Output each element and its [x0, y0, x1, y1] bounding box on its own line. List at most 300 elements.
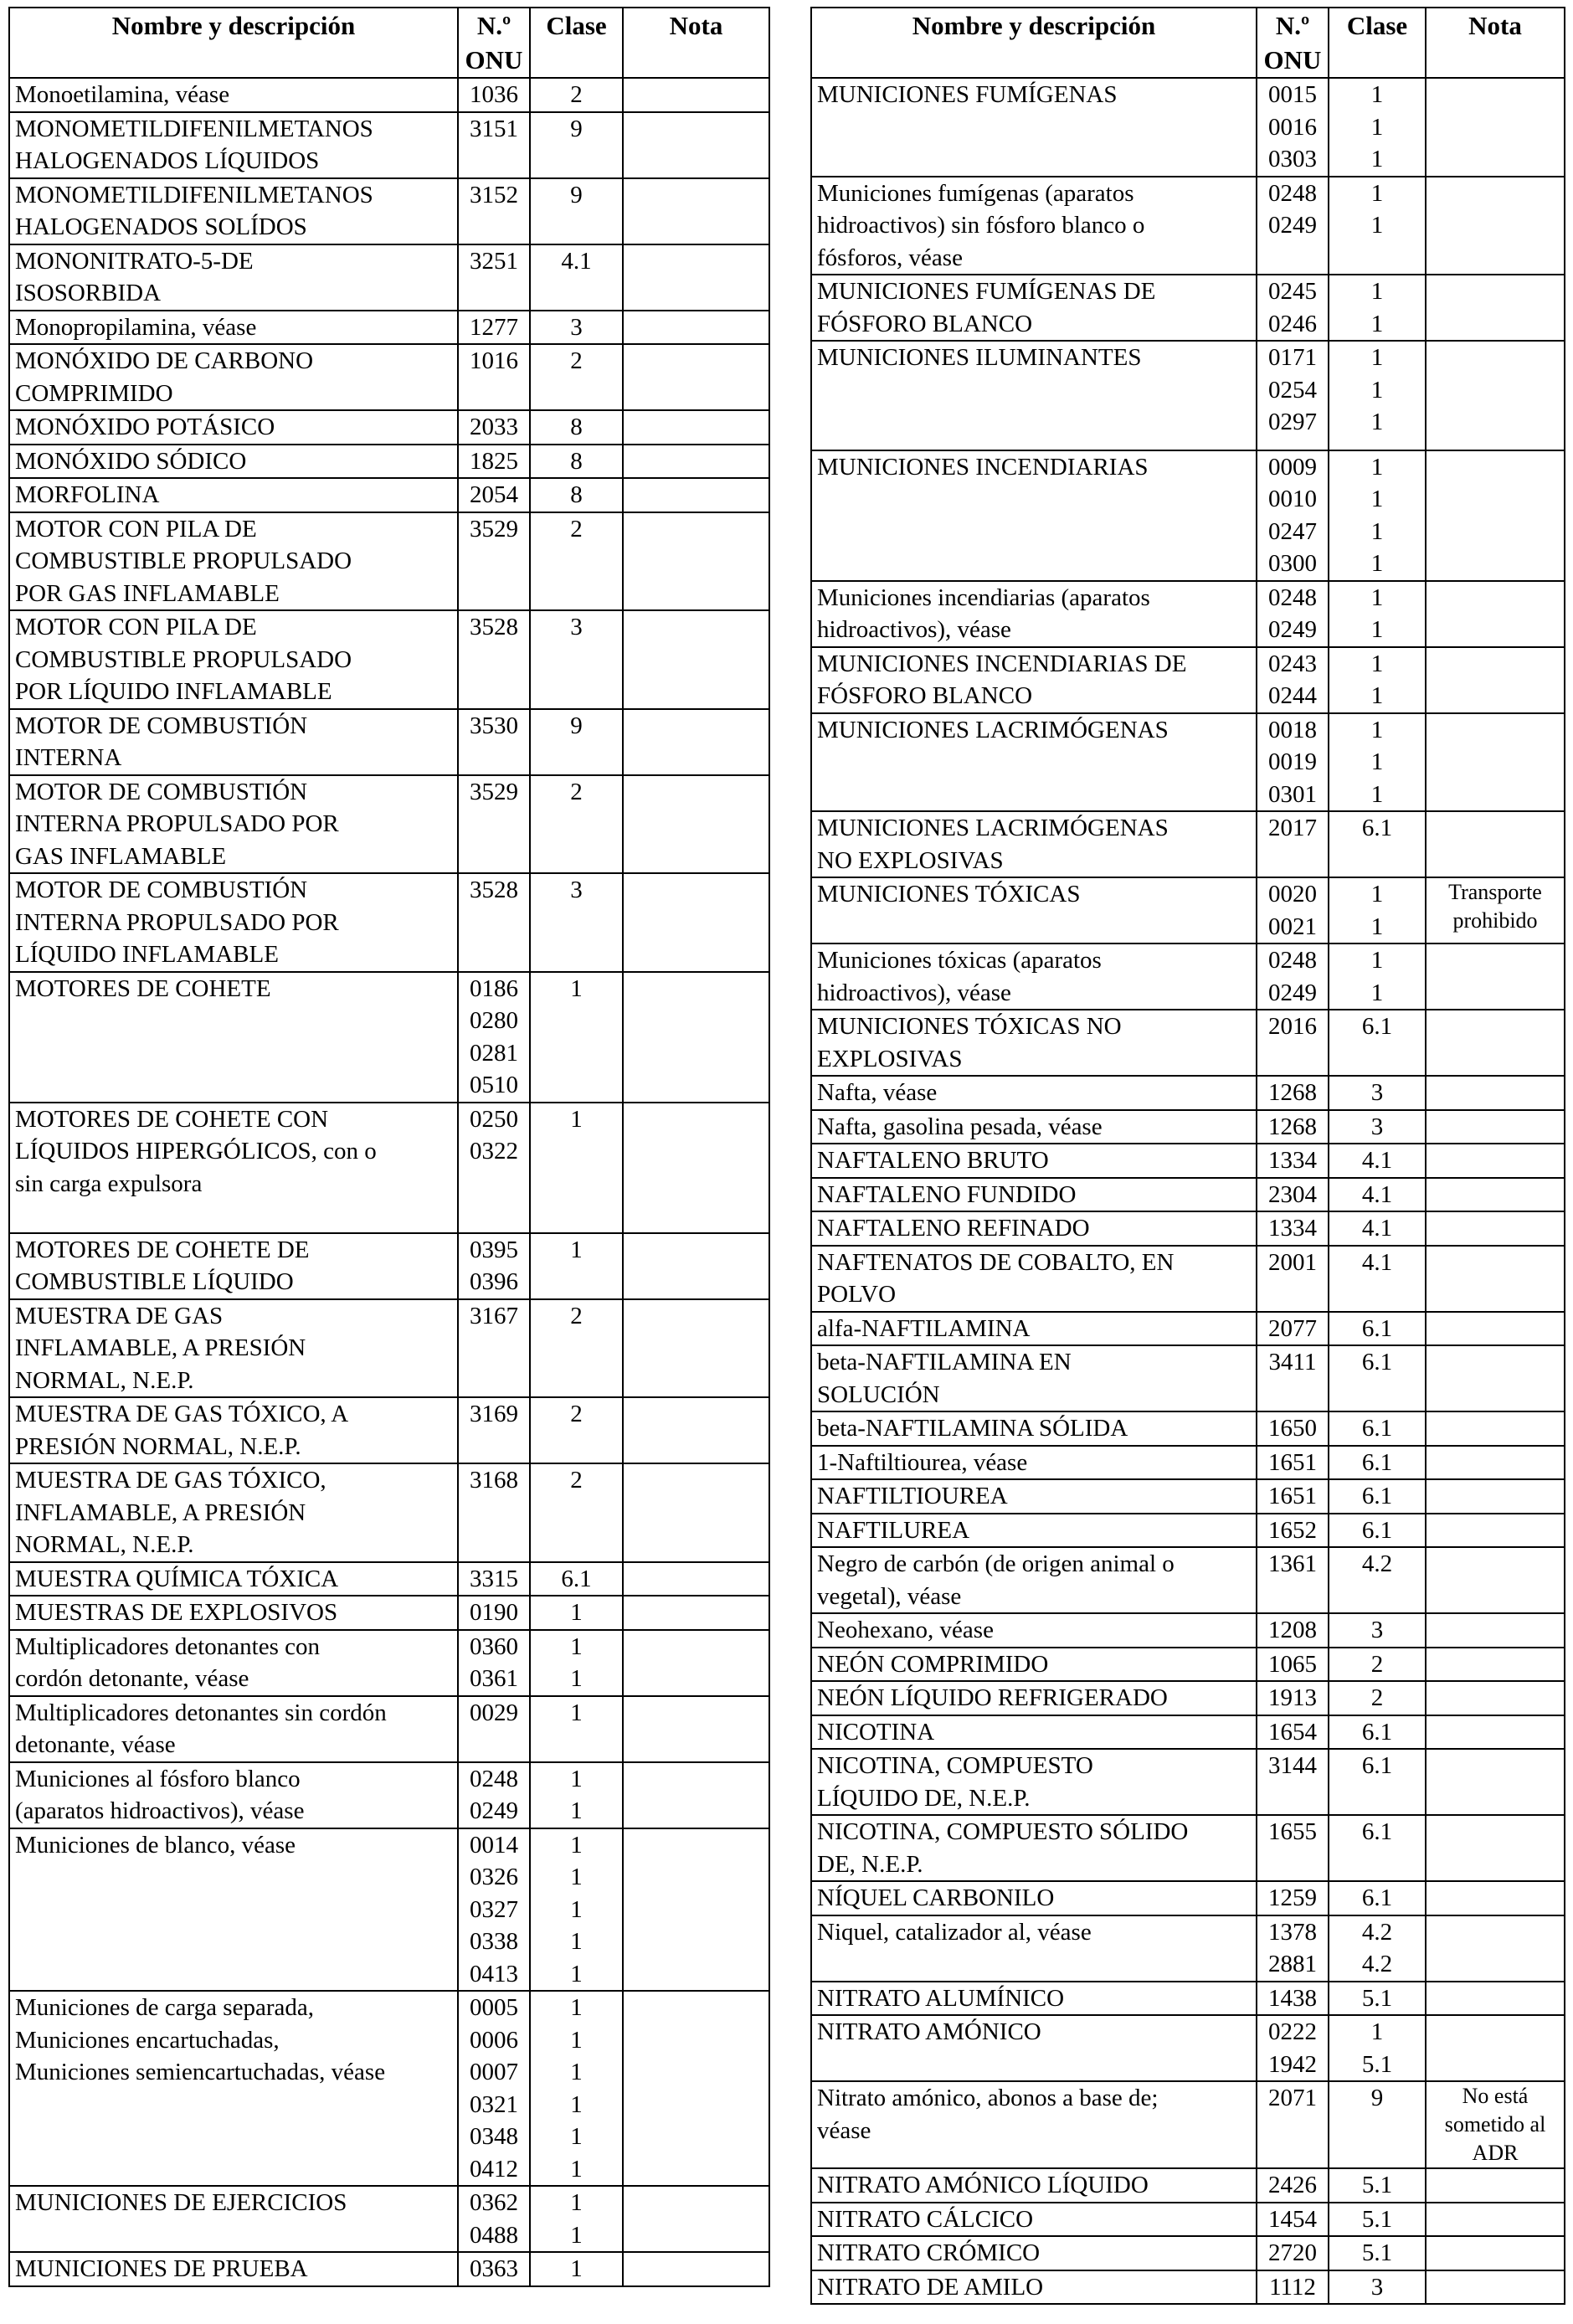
table-row [811, 877, 1565, 943]
cell-clase: 1 [530, 1696, 623, 1762]
table-row [9, 244, 769, 311]
table-row [811, 811, 1565, 877]
cell-clase: 9 [530, 112, 623, 178]
cell-onu: 2426 [1257, 2168, 1329, 2203]
cell-onu: 2054 [458, 478, 530, 512]
cell-name: NÍQUEL CARBONILO [811, 1881, 1257, 1915]
cell-name: NICOTINA [811, 1715, 1257, 1750]
cell-clase: 6.1 [1329, 811, 1426, 877]
cell-onu: 1651 [1257, 1446, 1329, 1480]
cell-clase: 8 [530, 478, 623, 512]
cell-nota [623, 775, 769, 874]
cell-clase: 5.1 [1329, 1982, 1426, 2016]
cell-name: NEÓN LÍQUIDO REFRIGERADO [811, 1681, 1257, 1715]
cell-name: Neohexano, véase [811, 1613, 1257, 1648]
cell-name: Nafta, véase [811, 1076, 1257, 1110]
cell-name: Municiones de carga separada, Municiones encartuchadas, Municiones semiencartuchadas, véase [9, 1991, 458, 2186]
table-row [9, 1103, 769, 1233]
cell-onu: 3529 [458, 512, 530, 611]
cell-nota [623, 1233, 769, 1299]
table-row [811, 1681, 1565, 1715]
cell-nota [623, 972, 769, 1103]
right-table [810, 7, 1565, 2305]
cell-onu: 1650 [1257, 1411, 1329, 1446]
cell-onu: 1016 [458, 344, 530, 410]
cell-onu: 0248 0249 [458, 1762, 530, 1828]
cell-clase: 2 [530, 1463, 623, 1562]
cell-nota [1426, 943, 1565, 1010]
cell-name: MUNICIONES INCENDIARIAS DE FÓSFORO BLANCO [811, 647, 1257, 713]
cell-nota [1426, 1246, 1565, 1312]
table-row [811, 1547, 1565, 1613]
cell-name: MOTOR DE COMBUSTIÓN INTERNA [9, 709, 458, 775]
cell-onu: 0186 0280 0281 0510 [458, 972, 530, 1103]
table-row [811, 1715, 1565, 1750]
cell-clase: 4.2 [1329, 1547, 1426, 1613]
cell-name: NITRATO AMÓNICO LÍQUIDO [811, 2168, 1257, 2203]
cell-onu: 1112 [1257, 2270, 1329, 2305]
cell-nota [623, 1991, 769, 2186]
cell-clase: 1 [530, 972, 623, 1103]
table-row [9, 1762, 769, 1828]
cell-name: Negro de carbón (de origen animal o vegetal), véase [811, 1547, 1257, 1613]
table-row [811, 1982, 1565, 2016]
cell-onu: 0245 0246 [1257, 275, 1329, 341]
cell-onu: 0222 1942 [1257, 2015, 1329, 2081]
table-row [811, 2015, 1565, 2081]
table-row [811, 1144, 1565, 1178]
col-header-onu: N.º ONU [1257, 8, 1329, 78]
cell-onu: 1208 [1257, 1613, 1329, 1648]
cell-name: Nafta, gasolina pesada, véase [811, 1110, 1257, 1144]
cell-nota [1426, 581, 1565, 647]
table-row [811, 2203, 1565, 2237]
table-row [9, 1596, 769, 1630]
cell-nota [1426, 1982, 1565, 2016]
cell-name: NAFTALENO FUNDIDO [811, 1178, 1257, 1212]
table-row [811, 581, 1565, 647]
cell-nota [1426, 2015, 1565, 2081]
cell-nota [623, 1562, 769, 1596]
cell-clase: 1 1 [1329, 943, 1426, 1010]
cell-onu: 0018 0019 0301 [1257, 713, 1329, 812]
cell-clase: 1 1 1 [1329, 713, 1426, 812]
cell-name: beta-NAFTILAMINA SÓLIDA [811, 1411, 1257, 1446]
cell-clase: 6.1 [1329, 1881, 1426, 1915]
cell-nota [1426, 450, 1565, 581]
cell-nota [623, 1463, 769, 1562]
table-row [811, 1110, 1565, 1144]
table-row [9, 2252, 769, 2286]
cell-clase: 2 [530, 344, 623, 410]
table-row [811, 1648, 1565, 1682]
cell-nota [1426, 1681, 1565, 1715]
cell-clase: 4.2 4.2 [1329, 1915, 1426, 1982]
cell-nota [1426, 1715, 1565, 1750]
cell-nota [1426, 78, 1565, 177]
cell-onu: 0020 0021 [1257, 877, 1329, 943]
cell-clase: 1 1 1 [1329, 341, 1426, 450]
cell-clase: 8 [530, 445, 623, 479]
table-row [9, 1299, 769, 1398]
cell-name: MUESTRA DE GAS TÓXICO, INFLAMABLE, A PRESIÓN NORMAL, N.E.P. [9, 1463, 458, 1562]
cell-name: Multiplicadores detonantes sin cordón detonante, véase [9, 1696, 458, 1762]
cell-onu: 1454 [1257, 2203, 1329, 2237]
table-row [811, 450, 1565, 581]
table-row [811, 1246, 1565, 1312]
cell-onu: 2001 [1257, 1246, 1329, 1312]
cell-name: NAFTILTIOUREA [811, 1479, 1257, 1514]
table-row [9, 1463, 769, 1562]
table-row [9, 1828, 769, 1992]
cell-name: MORFOLINA [9, 478, 458, 512]
cell-name: MOTOR CON PILA DE COMBUSTIBLE PROPULSADO POR GAS INFLAMABLE [9, 512, 458, 611]
cell-clase: 1 1 1 1 [1329, 450, 1426, 581]
cell-clase: 2 [530, 512, 623, 611]
cell-clase: 2 [530, 775, 623, 874]
table-row [811, 1479, 1565, 1514]
table-row [811, 1749, 1565, 1815]
cell-onu: 1268 [1257, 1076, 1329, 1110]
cell-nota [1426, 1881, 1565, 1915]
cell-nota [623, 410, 769, 445]
cell-name: Municiones incendiarias (aparatos hidroactivos), véase [811, 581, 1257, 647]
cell-clase: 1 1 [1329, 877, 1426, 943]
cell-nota [1426, 811, 1565, 877]
table-row [811, 1613, 1565, 1648]
cell-nota [1426, 1514, 1565, 1548]
cell-clase: 1 1 1 [1329, 78, 1426, 177]
cell-clase: 6.1 [1329, 1411, 1426, 1446]
cell-name: MOTORES DE COHETE CON LÍQUIDOS HIPERGÓLICOS, con o sin carga expulsora [9, 1103, 458, 1233]
cell-nota [623, 2186, 769, 2252]
cell-clase: 2 [1329, 1648, 1426, 1682]
left-table-body [9, 78, 769, 2286]
cell-name: Multiplicadores detonantes con cordón detonante, véase [9, 1630, 458, 1696]
cell-onu: 1654 [1257, 1715, 1329, 1750]
cell-clase: 1 1 [1329, 275, 1426, 341]
cell-name: MONÓXIDO POTÁSICO [9, 410, 458, 445]
table-row [811, 1411, 1565, 1446]
cell-onu: 1438 [1257, 1982, 1329, 2016]
cell-clase: 6.1 [1329, 1010, 1426, 1076]
cell-nota [1426, 2270, 1565, 2305]
cell-clase: 6.1 [1329, 1815, 1426, 1881]
cell-clase: 3 [1329, 1110, 1426, 1144]
cell-name: NAFTENATOS DE COBALTO, EN POLVO [811, 1246, 1257, 1312]
cell-nota [623, 1103, 769, 1233]
table-row [811, 1915, 1565, 1982]
table-row [811, 2236, 1565, 2270]
cell-name: Municiones fumígenas (aparatos hidroactivos) sin fósforo blanco o fósforos, véase [811, 177, 1257, 275]
cell-nota [1426, 1613, 1565, 1648]
cell-onu: 1036 [458, 78, 530, 112]
cell-name: MOTOR CON PILA DE COMBUSTIBLE PROPULSADO POR LÍQUIDO INFLAMABLE [9, 610, 458, 709]
cell-clase: 1 [530, 1233, 623, 1299]
cell-name: MONOMETILDIFENILMETANOS HALOGENADOS SOLÍDOS [9, 178, 458, 244]
cell-clase: 6.1 [1329, 1715, 1426, 1750]
cell-onu: 3144 [1257, 1749, 1329, 1815]
table-row [811, 1514, 1565, 1548]
cell-onu: 2033 [458, 410, 530, 445]
cell-clase: 1 5.1 [1329, 2015, 1426, 2081]
cell-name: Municiones al fósforo blanco (aparatos hidroactivos), véase [9, 1762, 458, 1828]
cell-onu: 0248 0249 [1257, 177, 1329, 275]
cell-name: NITRATO CÁLCICO [811, 2203, 1257, 2237]
table-row [811, 1010, 1565, 1076]
cell-name: Monopropilamina, véase [9, 311, 458, 345]
left-table-panel [8, 7, 769, 2287]
cell-onu: 0009 0010 0247 0300 [1257, 450, 1329, 581]
cell-onu: 1825 [458, 445, 530, 479]
cell-onu: 1277 [458, 311, 530, 345]
cell-name: MOTOR DE COMBUSTIÓN INTERNA PROPULSADO POR GAS INFLAMABLE [9, 775, 458, 874]
cell-onu: 3528 [458, 873, 530, 972]
cell-onu: 1065 [1257, 1648, 1329, 1682]
cell-name: beta-NAFTILAMINA EN SOLUCIÓN [811, 1345, 1257, 1411]
cell-nota [1426, 647, 1565, 713]
cell-nota [623, 244, 769, 311]
cell-nota [623, 78, 769, 112]
cell-clase: 1 1 [530, 1630, 623, 1696]
cell-nota [1426, 1446, 1565, 1480]
cell-name: MUNICIONES TÓXICAS NO EXPLOSIVAS [811, 1010, 1257, 1076]
cell-clase: 1 1 1 1 1 1 [530, 1991, 623, 2186]
cell-nota [1426, 1547, 1565, 1613]
cell-name: MUESTRA DE GAS INFLAMABLE, A PRESIÓN NORMAL, N.E.P. [9, 1299, 458, 1398]
cell-onu: 0243 0244 [1257, 647, 1329, 713]
table-row [9, 445, 769, 479]
cell-clase: 9 [530, 709, 623, 775]
cell-onu: 0362 0488 [458, 2186, 530, 2252]
table-row [811, 2168, 1565, 2203]
table-row [9, 410, 769, 445]
cell-nota [1426, 713, 1565, 812]
table-row [9, 1233, 769, 1299]
table-row [9, 1696, 769, 1762]
right-table-panel [810, 7, 1564, 2305]
cell-onu: 0248 0249 [1257, 581, 1329, 647]
cell-onu: 3411 [1257, 1345, 1329, 1411]
cell-onu: 3528 [458, 610, 530, 709]
table-row [811, 1815, 1565, 1881]
table-row [9, 344, 769, 410]
cell-nota [1426, 177, 1565, 275]
cell-nota: Transporte prohibido [1426, 877, 1565, 943]
cell-clase: 3 [1329, 2270, 1426, 2305]
col-header-onu: N.º ONU [458, 8, 530, 78]
cell-clase: 6.1 [1329, 1446, 1426, 1480]
cell-clase: 6.1 [1329, 1345, 1426, 1411]
table-row [811, 1211, 1565, 1246]
table-row [9, 2186, 769, 2252]
cell-onu: 1268 [1257, 1110, 1329, 1144]
cell-name: NAFTALENO REFINADO [811, 1211, 1257, 1246]
col-header-name: Nombre y descripción [811, 8, 1257, 78]
cell-clase: 1 [530, 2252, 623, 2286]
cell-name: MUNICIONES ILUMINANTES [811, 341, 1257, 450]
cell-onu: 0248 0249 [1257, 943, 1329, 1010]
cell-onu: 3530 [458, 709, 530, 775]
cell-nota [1426, 1648, 1565, 1682]
cell-nota [1426, 2203, 1565, 2237]
cell-nota [1426, 1110, 1565, 1144]
cell-name: MONÓXIDO SÓDICO [9, 445, 458, 479]
table-row [9, 873, 769, 972]
cell-onu: 1361 [1257, 1547, 1329, 1613]
table-row [9, 311, 769, 345]
cell-nota [623, 1828, 769, 1992]
cell-nota [1426, 1144, 1565, 1178]
table-row [811, 1312, 1565, 1346]
cell-clase: 1 1 [1329, 177, 1426, 275]
cell-clase: 4.1 [1329, 1246, 1426, 1312]
cell-nota: No está sometido al ADR [1426, 2081, 1565, 2168]
table-row [811, 1178, 1565, 1212]
cell-clase: 3 [1329, 1613, 1426, 1648]
cell-clase: 6.1 [1329, 1312, 1426, 1346]
cell-name: NEÓN COMPRIMIDO [811, 1648, 1257, 1682]
cell-nota [623, 1762, 769, 1828]
cell-name: MUNICIONES DE PRUEBA [9, 2252, 458, 2286]
cell-name: NAFTILUREA [811, 1514, 1257, 1548]
cell-onu: 3168 [458, 1463, 530, 1562]
cell-onu: 1334 [1257, 1144, 1329, 1178]
cell-nota [623, 709, 769, 775]
cell-clase: 3 [530, 610, 623, 709]
cell-clase: 1 1 [1329, 647, 1426, 713]
cell-nota [1426, 275, 1565, 341]
table-row [9, 775, 769, 874]
cell-onu: 3529 [458, 775, 530, 874]
cell-name: Nitrato amónico, abonos a base de; véase [811, 2081, 1257, 2168]
cell-onu: 0029 [458, 1696, 530, 1762]
cell-nota [623, 112, 769, 178]
cell-onu: 2077 [1257, 1312, 1329, 1346]
cell-nota [623, 311, 769, 345]
cell-name: MOTORES DE COHETE [9, 972, 458, 1103]
cell-nota [1426, 1915, 1565, 1982]
cell-name: MUNICIONES LACRIMÓGENAS NO EXPLOSIVAS [811, 811, 1257, 877]
table-row [9, 709, 769, 775]
cell-nota [623, 1299, 769, 1398]
table-row [9, 1562, 769, 1596]
cell-onu: 3315 [458, 1562, 530, 1596]
table-row [811, 943, 1565, 1010]
table-row [811, 1345, 1565, 1411]
cell-nota [1426, 1178, 1565, 1212]
cell-name: MUNICIONES DE EJERCICIOS [9, 2186, 458, 2252]
cell-nota [623, 512, 769, 611]
col-header-name: Nombre y descripción [9, 8, 458, 78]
table-row [9, 972, 769, 1103]
table-row [811, 275, 1565, 341]
cell-clase: 4.1 [530, 244, 623, 311]
cell-name: NITRATO DE AMILO [811, 2270, 1257, 2305]
cell-clase: 4.1 [1329, 1178, 1426, 1212]
table-row [811, 2081, 1565, 2168]
cell-nota [623, 873, 769, 972]
cell-onu: 2304 [1257, 1178, 1329, 1212]
table-row [811, 177, 1565, 275]
table-row [9, 1991, 769, 2186]
cell-name: MUNICIONES TÓXICAS [811, 877, 1257, 943]
cell-onu: 0015 0016 0303 [1257, 78, 1329, 177]
cell-onu: 3167 [458, 1299, 530, 1398]
cell-nota [1426, 1312, 1565, 1346]
cell-name: NITRATO CRÓMICO [811, 2236, 1257, 2270]
cell-clase: 3 [530, 311, 623, 345]
cell-clase: 1 1 [530, 1762, 623, 1828]
cell-nota [1426, 1345, 1565, 1411]
cell-clase: 5.1 [1329, 2236, 1426, 2270]
col-header-nota: Nota [623, 8, 769, 78]
cell-onu: 1259 [1257, 1881, 1329, 1915]
cell-onu: 0005 0006 0007 0321 0348 0412 [458, 1991, 530, 2186]
cell-clase: 2 [530, 78, 623, 112]
cell-nota [623, 610, 769, 709]
col-header-clase: Clase [1329, 8, 1426, 78]
cell-clase: 6.1 [1329, 1514, 1426, 1548]
table-row [9, 1630, 769, 1696]
cell-name: MUNICIONES LACRIMÓGENAS [811, 713, 1257, 812]
cell-nota [1426, 2236, 1565, 2270]
cell-nota [623, 1397, 769, 1463]
cell-clase: 6.1 [530, 1562, 623, 1596]
cell-nota [623, 1696, 769, 1762]
cell-name: NAFTALENO BRUTO [811, 1144, 1257, 1178]
table-row [9, 78, 769, 112]
table-row [811, 713, 1565, 812]
cell-onu: 0171 0254 0297 [1257, 341, 1329, 450]
cell-name: MUNICIONES INCENDIARIAS [811, 450, 1257, 581]
right-table-body [811, 78, 1565, 2304]
cell-onu: 3151 [458, 112, 530, 178]
cell-clase: 1 1 1 1 1 [530, 1828, 623, 1992]
table-row [9, 512, 769, 611]
table-row [811, 1446, 1565, 1480]
cell-onu: 2016 [1257, 1010, 1329, 1076]
cell-clase: 4.1 [1329, 1144, 1426, 1178]
cell-name: MOTORES DE COHETE DE COMBUSTIBLE LÍQUIDO [9, 1233, 458, 1299]
cell-onu: 2071 [1257, 2081, 1329, 2168]
cell-nota [623, 1596, 769, 1630]
cell-name: MUNICIONES FUMÍGENAS [811, 78, 1257, 177]
table-row [811, 647, 1565, 713]
cell-onu: 0363 [458, 2252, 530, 2286]
cell-name: NICOTINA, COMPUESTO SÓLIDO DE, N.E.P. [811, 1815, 1257, 1881]
cell-nota [1426, 341, 1565, 450]
cell-nota [1426, 1010, 1565, 1076]
cell-clase: 1 1 [1329, 581, 1426, 647]
col-header-nota: Nota [1426, 8, 1565, 78]
header-row [811, 8, 1565, 78]
cell-onu: 1652 [1257, 1514, 1329, 1548]
cell-name: Niquel, catalizador al, véase [811, 1915, 1257, 1982]
cell-nota [623, 178, 769, 244]
cell-name: MONONITRATO-5-DE ISOSORBIDA [9, 244, 458, 311]
table-row [9, 610, 769, 709]
cell-name: MUNICIONES FUMÍGENAS DE FÓSFORO BLANCO [811, 275, 1257, 341]
cell-onu: 1378 2881 [1257, 1915, 1329, 1982]
cell-clase: 6.1 [1329, 1749, 1426, 1815]
cell-onu: 3152 [458, 178, 530, 244]
cell-name: NITRATO ALUMÍNICO [811, 1982, 1257, 2016]
cell-name: MOTOR DE COMBUSTIÓN INTERNA PROPULSADO POR LÍQUIDO INFLAMABLE [9, 873, 458, 972]
cell-nota [623, 344, 769, 410]
cell-name: 1-Naftiltiourea, véase [811, 1446, 1257, 1480]
cell-clase: 9 [1329, 2081, 1426, 2168]
